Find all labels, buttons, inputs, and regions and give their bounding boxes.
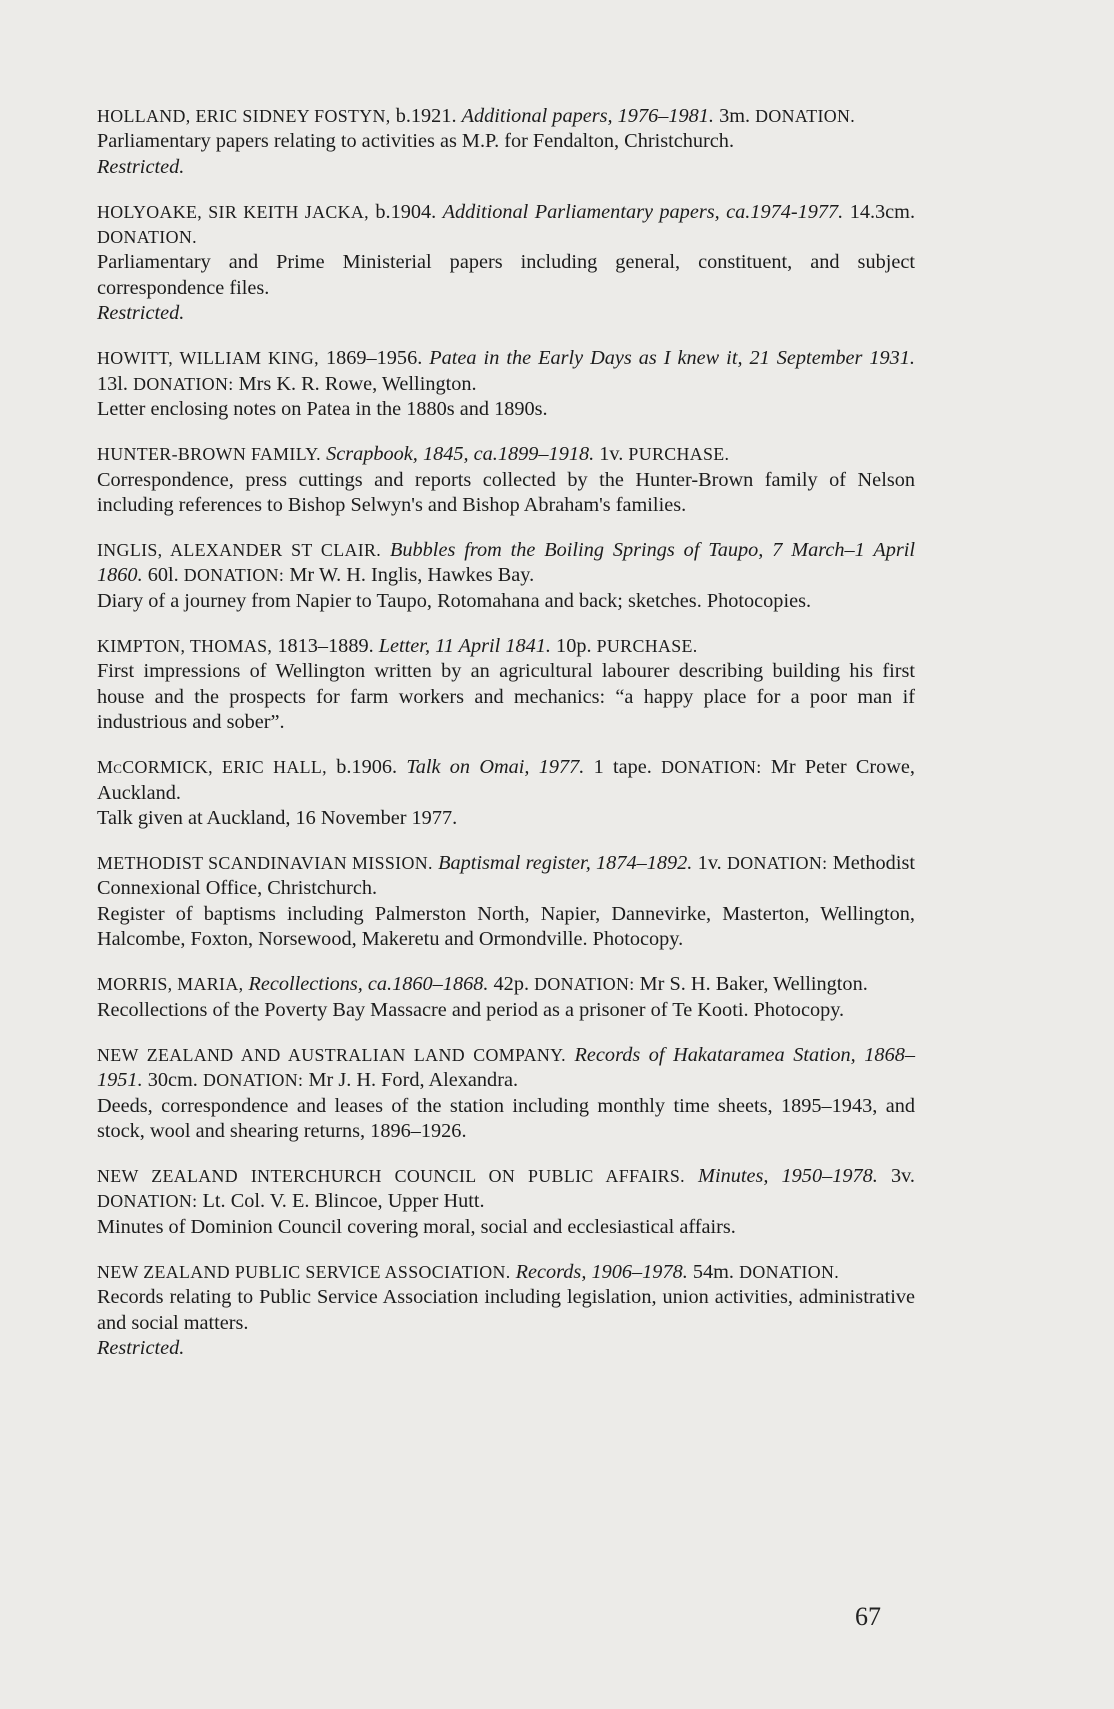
catalogue-entry — [97, 104, 915, 180]
entry-source-label: DONATION. — [97, 227, 197, 248]
entry-description: Records relating to Public Service Association including legislation, union activities, administrative and social matters. — [97, 1286, 915, 1334]
entry-extent: 10p. — [556, 635, 592, 658]
page-number: 67 — [855, 1602, 881, 1631]
entry-title: Talk on Omai, 1977. — [406, 756, 585, 779]
entry-extent: 60l. — [147, 564, 179, 587]
entry-title: Minutes, 1950–1978. — [698, 1165, 878, 1188]
entry-name: MORRIS, MARIA, — [97, 974, 244, 995]
entry-description: Talk given at Auckland, 16 November 1977. — [97, 806, 458, 829]
catalogue-entry — [97, 1043, 915, 1144]
entry-title: Records of Hakataramea Station, 1868–1951. — [97, 1043, 915, 1092]
entry-description: Parliamentary papers relating to activities as M.P. for Fendalton, Christchurch. — [97, 130, 735, 153]
entry-title: Additional papers, 1976–1981. — [461, 105, 714, 127]
entry-source: Mrs K. R. Rowe, Wellington. — [238, 372, 477, 395]
entry-title: Scrapbook, 1845, ca.1899–1918. — [326, 443, 595, 466]
entry-source: Mr W. H. Inglis, Hawkes Bay. — [289, 564, 535, 587]
entry-description: First impressions of Wellington written by an agricultural labourer describing building his first house and the prospects for farm workers and mechanics: “a happy place for a poor man if industrious and sober”. — [97, 660, 915, 733]
entry-name: HUNTER-BROWN FAMILY. — [97, 444, 321, 465]
entry-dates: 1869–1956. — [325, 347, 423, 370]
entry-name: NEW ZEALAND INTERCHURCH COUNCIL ON PUBLIC AFFAIRS. — [97, 1166, 685, 1187]
entry-title: Patea in the Early Days as I knew it, 21 September 1931. — [429, 347, 915, 370]
entry-name: KIMPTON, THOMAS, — [97, 636, 273, 657]
entry-name: HOWITT, WILLIAM KING, — [97, 348, 319, 369]
entry-extent: 14.3cm. — [849, 200, 916, 223]
entry-dates: 1813–1889. — [277, 635, 374, 658]
entry-extent: 3v. — [890, 1165, 915, 1188]
catalogue-entry — [97, 972, 915, 1023]
entry-source-label: DONATION: — [202, 1070, 304, 1091]
entry-name: INGLIS, ALEXANDER ST CLAIR. — [97, 540, 382, 561]
entry-description: Correspondence, press cuttings and reports collected by the Hunter-Brown family of Nelson including references to Bishop Selwyn's and Bishop Abraham's families. — [97, 468, 915, 516]
entry-title: Bubbles from the Boiling Springs of Taupo, 7 March–1 April 1860. — [97, 539, 916, 587]
catalogue-entry — [97, 442, 915, 518]
entry-source: Lt. Col. V. E. Blincoe, Upper Hutt. — [202, 1190, 485, 1213]
entry-note: Restricted. — [97, 302, 185, 325]
catalogue-entry — [97, 755, 915, 831]
entry-description: Minutes of Dominion Council covering moral, social and ecclesiastical affairs. — [97, 1215, 736, 1238]
catalogue-entry — [97, 346, 915, 422]
entry-extent: 1 tape. — [593, 756, 652, 779]
catalogue-entry — [97, 851, 915, 952]
document-page — [97, 104, 915, 1381]
entry-title: Records, 1906–1978. — [515, 1260, 688, 1283]
entry-extent: 13l. — [97, 372, 128, 395]
catalogue-entry — [97, 634, 915, 735]
entry-extent: 1v. — [599, 443, 624, 466]
entry-dates: b.1904. — [375, 200, 437, 223]
entry-source-label: DONATION: — [727, 853, 828, 874]
entry-name: McCORMICK, ERIC HALL, — [97, 757, 327, 778]
entry-title: Recollections, ca.1860–1868. — [248, 973, 489, 996]
entry-source: Mr S. H. Baker, Wellington. — [639, 973, 868, 996]
entry-extent: 54m. — [692, 1260, 735, 1283]
catalogue-entry — [97, 1260, 915, 1361]
entry-source: Mr Peter Crowe, Auckland. — [97, 756, 915, 804]
entry-dates: b.1906. — [336, 756, 398, 779]
entry-extent: 3m. — [719, 105, 751, 127]
entry-description: Diary of a journey from Napier to Taupo, Rotomahana and back; sketches. Photocopies. — [97, 589, 812, 612]
entry-name: HOLLAND, ERIC SIDNEY FOSTYN, — [97, 106, 391, 126]
entry-source: Mr J. H. Ford, Alexandra. — [308, 1069, 519, 1092]
entry-note: Restricted. — [97, 155, 185, 178]
entry-source-label: DONATION. — [755, 106, 856, 126]
entry-source-label: DONATION: — [97, 1191, 198, 1212]
entry-dates: b.1921. — [395, 105, 457, 127]
catalogue-entry — [97, 1164, 915, 1240]
entry-extent: 30cm. — [147, 1069, 198, 1092]
entry-title: Additional Parliamentary papers, ca.1974-1977. — [442, 200, 844, 223]
entry-extent: 42p. — [493, 973, 530, 996]
entry-source-label: PURCHASE. — [628, 444, 730, 465]
entry-name: METHODIST SCANDINAVIAN MISSION. — [97, 853, 433, 874]
entry-source-label: DONATION. — [739, 1261, 840, 1282]
entry-description: Letter enclosing notes on Patea in the 1880s and 1890s. — [97, 397, 548, 420]
entry-name: NEW ZEALAND AND AUSTRALIAN LAND COMPANY. — [97, 1044, 566, 1065]
entry-description: Register of baptisms including Palmerston North, Napier, Dannevirke, Masterton, Wellington, Halcombe, Foxton, Norsewood, Makeretu and Ormondville. Photocopy. — [97, 902, 915, 951]
catalogue-entry — [97, 538, 915, 614]
entry-title: Baptismal register, 1874–1892. — [438, 852, 693, 875]
entry-description: Parliamentary and Prime Ministerial papers including general, constituent, and subject correspondence files. — [97, 251, 915, 299]
entry-extent: 1v. — [697, 852, 722, 875]
entry-note: Restricted. — [97, 1336, 185, 1359]
entry-source-label: DONATION: — [183, 565, 285, 586]
entry-name: HOLYOAKE, SIR KEITH JACKA, — [97, 201, 369, 222]
entry-source-label: PURCHASE. — [596, 636, 698, 657]
entry-description: Deeds, correspondence and leases of the station including monthly time sheets, 1895–1943, and stock, wool and shearing returns, 1896–1926. — [97, 1094, 915, 1142]
entry-name: NEW ZEALAND PUBLIC SERVICE ASSOCIATION. — [97, 1261, 511, 1282]
entry-source-label: DONATION: — [661, 757, 762, 778]
entry-source-label: DONATION: — [133, 373, 234, 394]
entry-description: Recollections of the Poverty Bay Massacre and period as a prisoner of Te Kooti. Photocopy. — [97, 998, 845, 1021]
entry-source: Methodist Connexional Office, Christchurch. — [97, 852, 915, 900]
entry-title: Letter, 11 April 1841. — [378, 635, 551, 658]
catalogue-entry — [97, 200, 915, 326]
entry-source-label: DONATION: — [534, 974, 635, 995]
